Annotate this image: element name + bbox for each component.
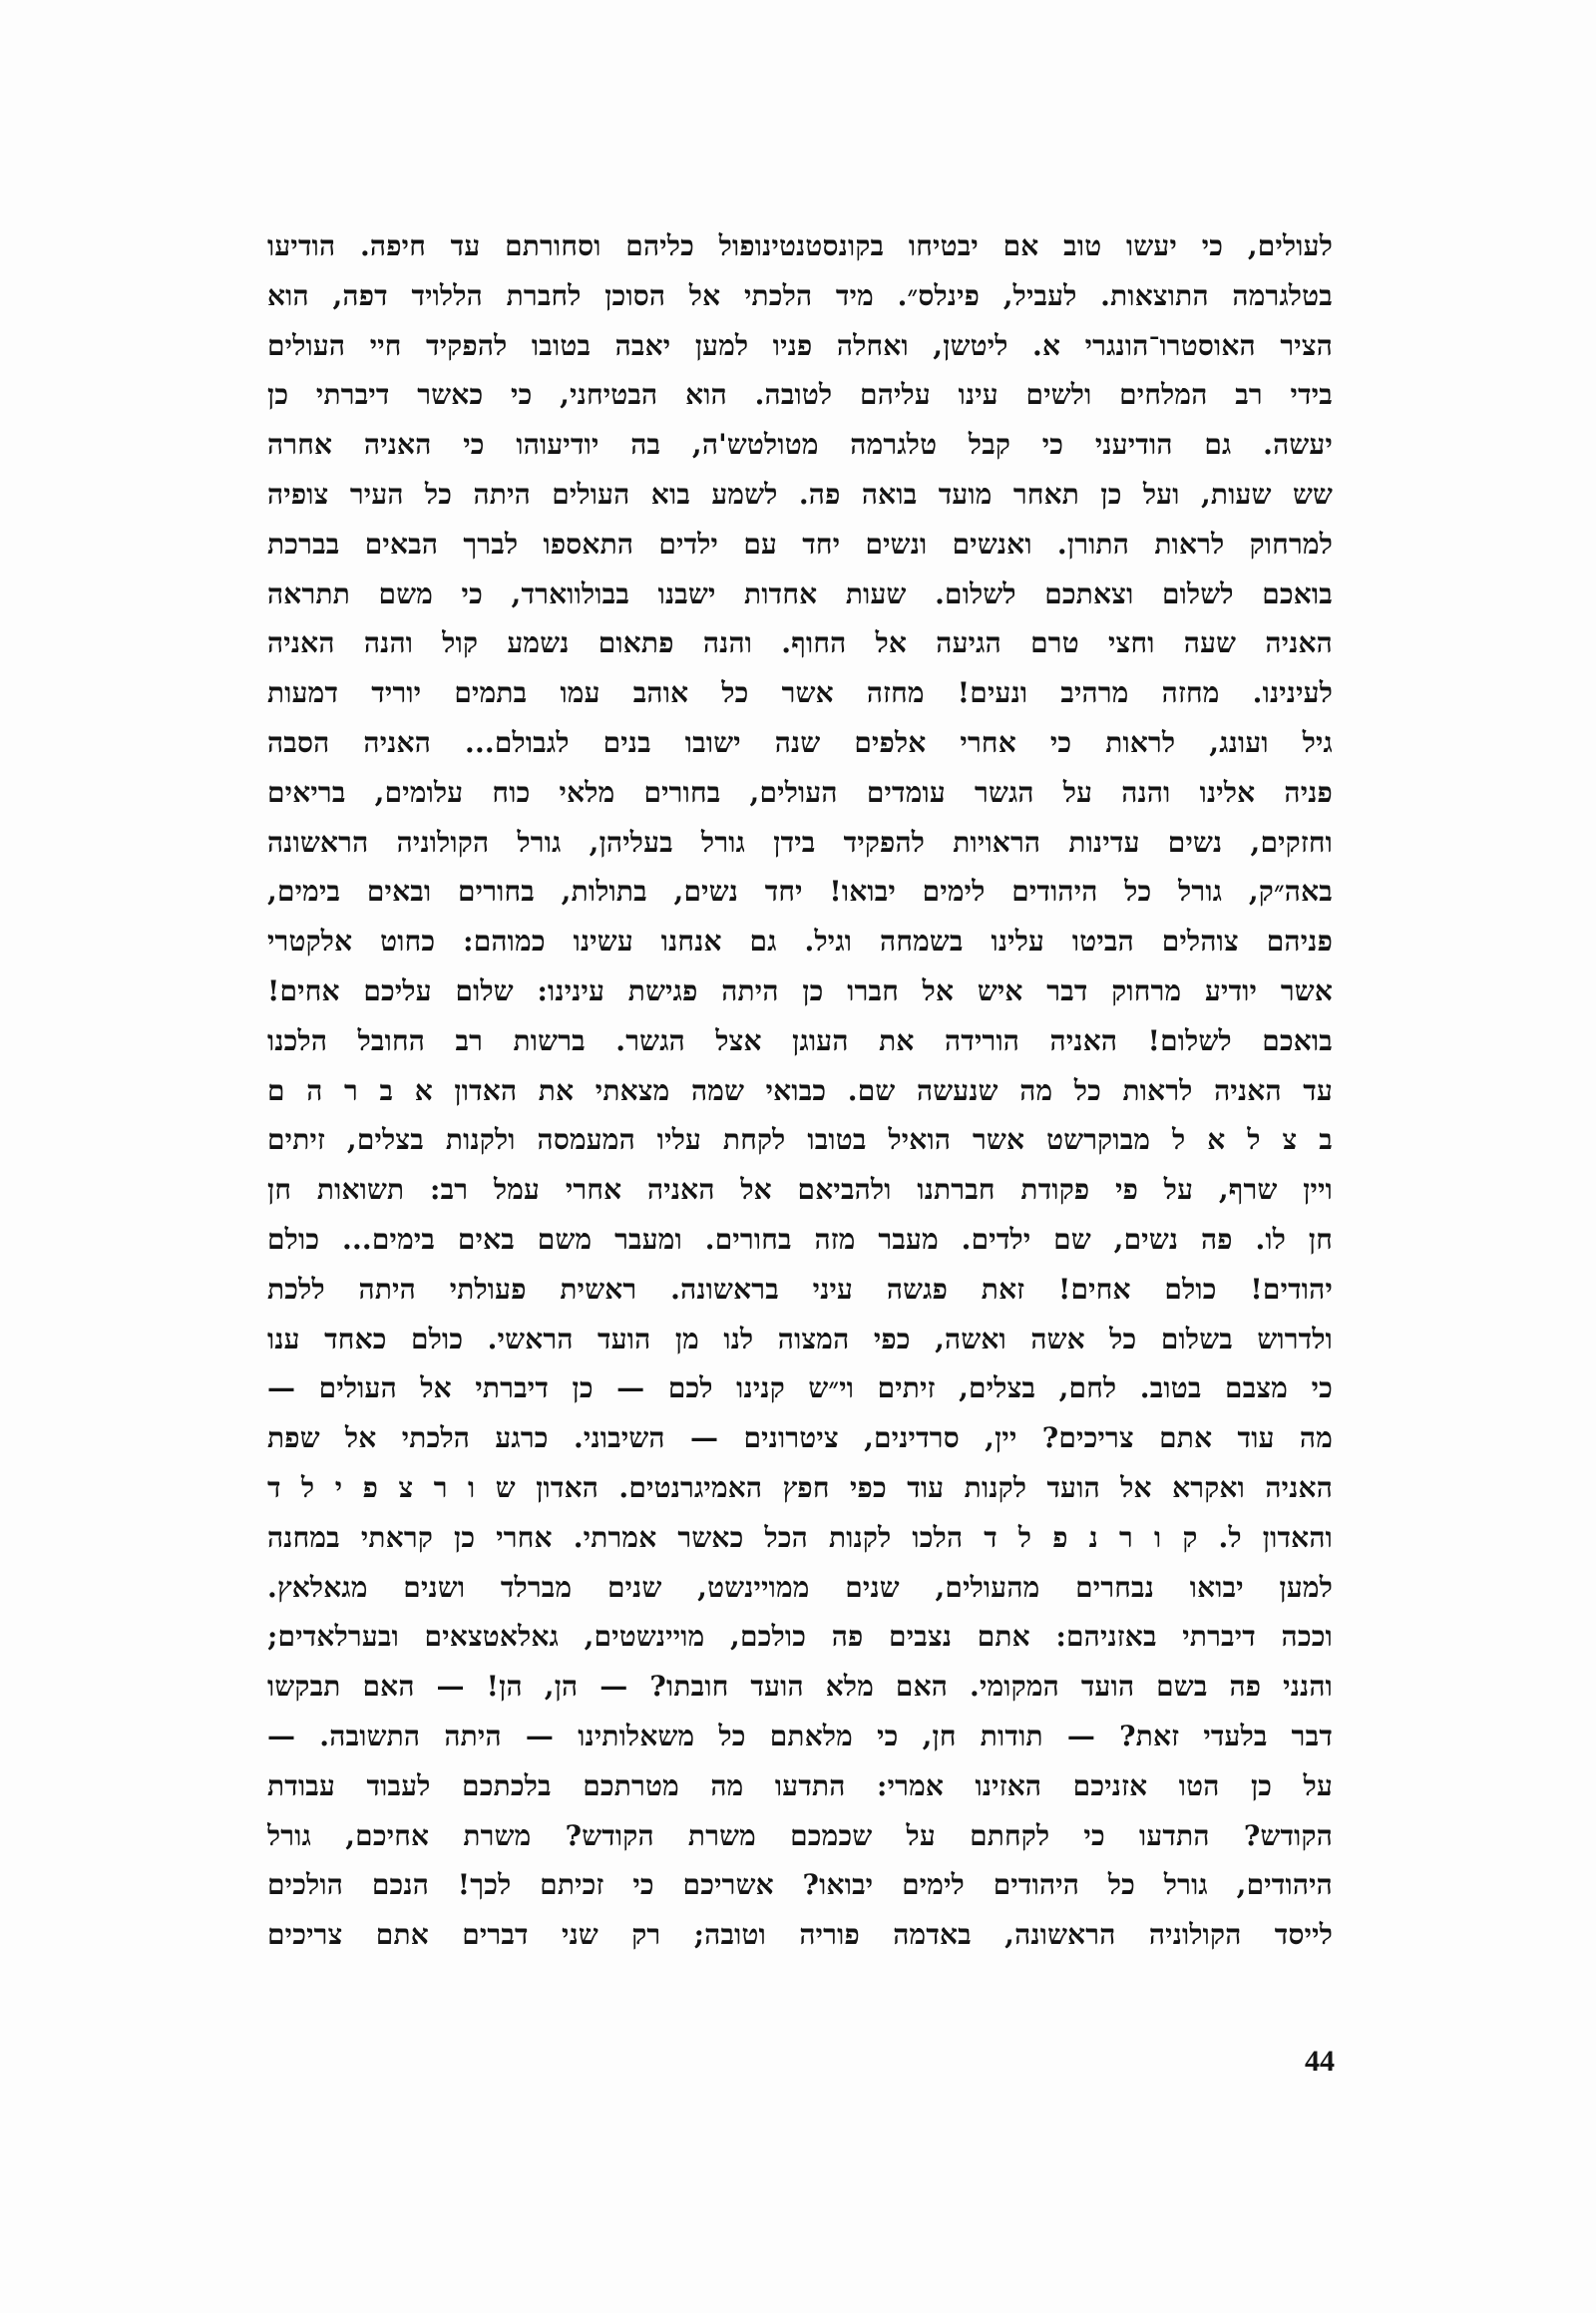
text-line: בואכם לשלום וצאתכם לשלום. שעות אחדות ישבנו בבולווארד, כי משם תתראה [267,577,1333,610]
text-line: לייסד הקולוניה הראשונה, באדמה פוריה וטובה; רק שני דברים אתם צריכים [267,1918,1333,1952]
text-line: הקודש? התדעו כי לקחתם על שכמכם משרת הקודש? משרת אחיכם, גורל [267,1818,1333,1852]
text-line: גיל ועונג, לראות כי אחרי אלפים שנה ישובו בנים לגבולם... האניה הסבה [267,725,1333,759]
text-line: ולדרוש בשלום כל אשה ואשה, כפי המצוה לנו מן הועד הראשי. כולם כאחד ענו [267,1322,1333,1355]
text-line: בטלגרמה התוצאות. לעביל, פינלס״. מיד הלכתי אל הסוכן לחברת הללויד דפה, הוא [267,278,1333,312]
text-line: בידי רב המלחים ולשים עינו עליהם לטובה. הוא הבטיחני, כי כאשר דיברתי כן [267,378,1333,412]
text-line: יהודים! כולם אחים! זאת פגשה עיני בראשונה. ראשית פעולתי היתה ללכת [267,1272,1333,1306]
text-line: באה״ק, גורל כל היהודים לימים יבואו! יחד נשים, בתולות, בחורים ובאים בימים, [267,875,1333,909]
text-line: מה עוד אתם צריכים? יין, סרדינים, ציטרונים — השיבוני. כרגע הלכתי אל שפת [267,1421,1333,1455]
text-line: פניה אלינו והנה על הגשר עומדים העולים, בחורים מלאי כוח עלומים, בריאים [267,775,1333,809]
text-line: עד האניה לראות כל מה שנעשה שם. כבואי שמה מצאתי את האדון א ב ר ה ם [267,1073,1333,1107]
text-line: יעשה. גם הודיעני כי קבל טלגרמה מטולטש'ה, בה יודיעוהו כי האניה אחרה [267,428,1333,462]
body-text [267,221,1333,1960]
text-line: היהודים, גורל כל היהודים לימים יבואו? אשריכם כי זכיתם לכך! הנכם הולכים [267,1868,1333,1902]
text-line: האניה שעה וחצי טרם הגיעה אל החוף. והנה פתאום נשמע קול והנה האניה [267,626,1333,660]
text-line: והאדון ל. ק ו ר נ פ ל ד הלכו לקנות הכל כאשר אמרתי. אחרי כן קראתי במחנה [267,1520,1333,1554]
text-line: אשר יודיע מרחוק דבר איש אל חברו כן היתה פגישת עינינו: שלום עליכם אחים! [267,973,1333,1007]
text-line: ויין שרף, על פי פקודת חברתנו ולהביאם אל האניה אחרי עמל רב: תשואות חן [267,1173,1333,1207]
page-number: 44 [1305,2045,1335,2078]
text-line: שש שעות, ועל כן תאחר מועד בואה פה. לשמע בוא העולים היתה כל העיר צופיה [267,477,1333,511]
text-line: פניהם צוהלים הביטו עלינו בשמחה וגיל. גם אנחנו עשינו כמוהם: כחוט אלקטרי [267,925,1333,959]
text-line: לעינינו. מחזה מרהיב ונעים! מחזה אשר כל אוהב עמו בתמים יוריד דמעות [267,676,1333,710]
text-line: בואכם לשלום! האניה הורידה את העוגן אצל הגשר. ברשות רב החובל הלכנו [267,1023,1333,1057]
text-line: דבר בלעדי זאת? — תודות חן, כי מלאתם כל משאלותינו — היתה התשובה. — [267,1719,1333,1752]
text-line: כי מצבם בטוב. לחם, בצלים, זיתים וי״ש קנינו לכם — כן דיברתי אל העולים — [267,1371,1333,1405]
text-line: וחזקים, נשים עדינות הראויות להפקיד בידן גורל בעליהן, גורל הקולוניה הראשונה [267,825,1333,859]
text-line: האניה ואקרא אל הועד לקנות עוד כפי חפץ האמיגרנטים. האדון ש ו ר צ פ י ל ד [267,1470,1333,1504]
text-line: הציר האוסטרו־הונגרי א. ליטשן, ואחלה פניו למען יאבה בטובו להפקיד חיי העולים [267,328,1333,362]
text-line: חן לו. פה נשים, שם ילדים. מעבר מזה בחורים. ומעבר משם באים בימים... כולם [267,1222,1333,1256]
text-line: וככה דיברתי באזניהם: אתם נצבים פה כולכם, מויינשטים, גאלאטצאים ובערלאדים; [267,1620,1333,1654]
text-line: ב צ ל א ל מבוקרשט אשר הואיל בטובו לקחת עליו המעמסה ולקנות בצלים, זיתים [267,1123,1333,1157]
text-line: למרחוק לראות התורן. ואנשים ונשים יחד עם ילדים התאספו לברך הבאים בברכת [267,527,1333,561]
text-line: על כן הטו אזניכם האזינו אמרי: התדעו מה מטרתכם בלכתכם לעבוד עבודת [267,1768,1333,1802]
text-line: למען יבואו נבחרים מהעולים, שנים ממויינשט, שנים מברלד ושנים מגאלאץ. [267,1570,1333,1604]
text-line: לעולים, כי יעשו טוב אם יבטיחו בקונסטנטינופול כליהם וסחורתם עד חיפה. הודיעו [267,229,1333,262]
text-line: והנני פה בשם הועד המקומי. האם מלא הועד חובתו? — הן, הן! — האם תבקשו [267,1670,1333,1704]
